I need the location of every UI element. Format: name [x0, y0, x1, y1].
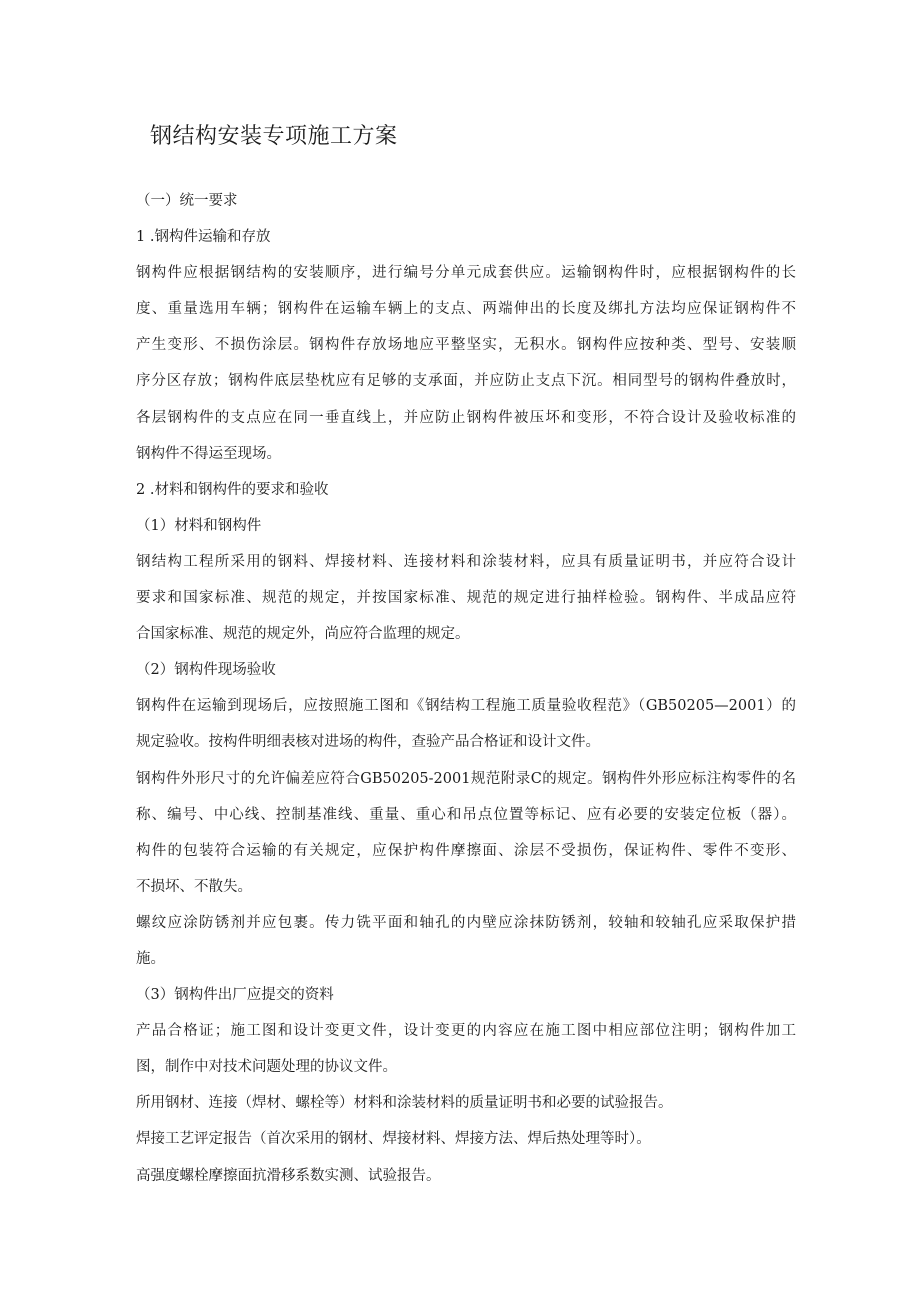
text-line: 焊接工艺评定报告（首次采用的钢材、焊接材料、焊接方法、焊后热处理等时）。 — [136, 1131, 651, 1148]
text-line: 钢构件应根据钢结构的安装顺序，进行编号分单元成套供应。运输钢构件时，应根据钢构件的长 — [136, 265, 796, 282]
text-line: 所用钢材、连接（焊材、螺栓等）材料和涂装材料的质量证明书和必要的试验报告。 — [136, 1095, 673, 1112]
text-line: 要求和国家标准、规范的规定，并按国家标准、规范的规定进行抽样检验。钢构件、半成品应符 — [136, 590, 796, 607]
text-line: 度、重量选用车辆；钢构件在运输车辆上的支点、两端伸出的长度及绑扎方法均应保证钢构件不 — [136, 301, 796, 318]
text-line: 图，制作中对技术问题处理的协议文件。 — [136, 1059, 397, 1076]
text-line: 钢构件不得运至现场。 — [136, 445, 281, 462]
text-line: 序分区存放；钢构件底层垫枕应有足够的支承面，并应防止支点下沉。相同型号的钢构件叠放时， — [136, 373, 796, 390]
text-line: 合国家标准、规范的规定外，尚应符合监理的规定。 — [136, 626, 470, 643]
text-line: 产生变形、不损伤涂层。钢构件存放场地应平整坚实，无积水。钢构件应按种类、型号、安装顺 — [136, 337, 796, 354]
text-line: 螺纹应涂防锈剂并应包裹。传力铣平面和轴孔的内壁应涂抹防锈剂，较轴和较轴孔应采取保护措 — [136, 914, 796, 931]
text-line: 钢结构工程所采用的钢料、焊接材料、连接材料和涂装材料，应具有质量证明书，并应符合设计 — [136, 553, 796, 570]
text-line: 规定验收。按构件明细表核对进场的构件，查验产品合格证和设计文件。 — [136, 734, 600, 751]
text-line: （3）钢构件出厂应提交的资料 — [136, 987, 334, 1004]
text-line: 各层钢构件的支点应在同一垂直线上，并应防止钢构件被压坏和变形，不符合设计及验收标准的 — [136, 409, 796, 426]
document-body — [136, 183, 796, 1194]
text-line: （一）统一要求 — [136, 193, 238, 209]
text-line: 称、编号、中心线、控制基准线、重量、重心和吊点位置等标记、应有必要的安装定位板（器）。 — [136, 806, 796, 823]
text-line: 构件的包装符合运输的有关规定，应保护构件摩擦面、涂层不受损伤，保证构件、零件不变形、 — [136, 842, 796, 859]
text-line: 高强度螺栓摩擦面抗滑移系数实测、试验报告。 — [136, 1167, 441, 1184]
text-line: 1 .钢构件运输和存放 — [136, 229, 271, 246]
text-line: （2）钢构件现场验收 — [136, 662, 276, 679]
text-line: 不损坏、不散失。 — [136, 878, 252, 895]
text-line: （1）材料和钢构件 — [136, 517, 262, 534]
text-line: 钢构件外形尺寸的允许偏差应符合GB50205-2001规范附录C的规定。钢构件外形应标注构零件的名 — [136, 770, 796, 787]
text-line: 钢构件在运输到现场后，应按照施工图和《钢结构工程施工质量验收程范》（GB50205—2001）的 — [136, 698, 796, 715]
text-line: 产品合格证；施工图和设计变更文件，设计变更的内容应在施工图中相应部位注明；钢构件加工 — [136, 1023, 796, 1040]
document-title: 钢结构安装专项施工方案 — [150, 124, 398, 149]
text-line: 2 .材料和钢构件的要求和验收 — [136, 481, 329, 498]
text-line: 施。 — [136, 950, 165, 967]
